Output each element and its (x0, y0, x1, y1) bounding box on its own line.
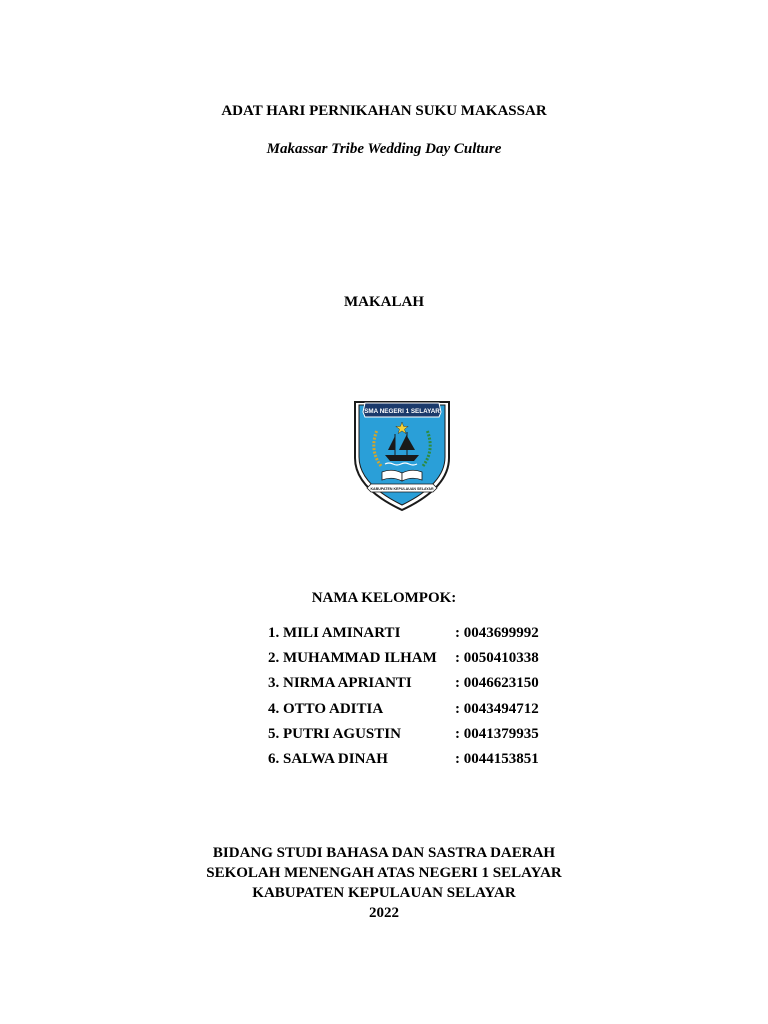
document-subtitle: Makassar Tribe Wedding Day Culture (266, 141, 502, 157)
logo-banner-text: SMA NEGERI 1 SELAYAR (364, 408, 440, 415)
member-id: : 0043699992 (455, 625, 539, 641)
member-row (268, 674, 568, 699)
member-row (268, 725, 568, 750)
member-id: : 0041379935 (455, 725, 539, 742)
member-row (268, 750, 568, 775)
member-id: : 0043494712 (455, 700, 539, 717)
document-type: MAKALAH (344, 294, 424, 310)
member-name: 2. MUHAMMAD ILHAM (268, 650, 437, 667)
footer-year: 2022 (369, 905, 399, 921)
member-name: 5. PUTRI AGUSTIN (268, 725, 401, 742)
footer-regency: KABUPATEN KEPULAUAN SELAYAR (252, 885, 516, 901)
member-name: 3. NIRMA APRIANTI (268, 675, 412, 692)
logo-ribbon-text: KABUPATEN KEPULAUAN SELAYAR (370, 486, 434, 491)
member-list (268, 624, 568, 775)
member-row (268, 624, 568, 649)
document-title: ADAT HARI PERNIKAHAN SUKU MAKASSAR (221, 103, 547, 119)
school-logo (351, 388, 453, 512)
member-id: : 0044153851 (455, 750, 539, 767)
member-name: 6. SALWA DINAH (268, 750, 388, 767)
member-row (268, 649, 568, 674)
member-name: 1. MILI AMINARTI (268, 625, 401, 641)
member-id: : 0050410338 (455, 650, 539, 667)
institution-footer (0, 843, 768, 923)
member-name: 4. OTTO ADITIA (268, 700, 384, 717)
member-id: : 0046623150 (455, 675, 539, 692)
group-heading: NAMA KELOMPOK: (311, 590, 457, 606)
footer-school: SEKOLAH MENENGAH ATAS NEGERI 1 SELAYAR (206, 865, 562, 881)
member-row (268, 700, 568, 725)
footer-department: BIDANG STUDI BAHASA DAN SASTRA DAERAH (212, 845, 556, 861)
